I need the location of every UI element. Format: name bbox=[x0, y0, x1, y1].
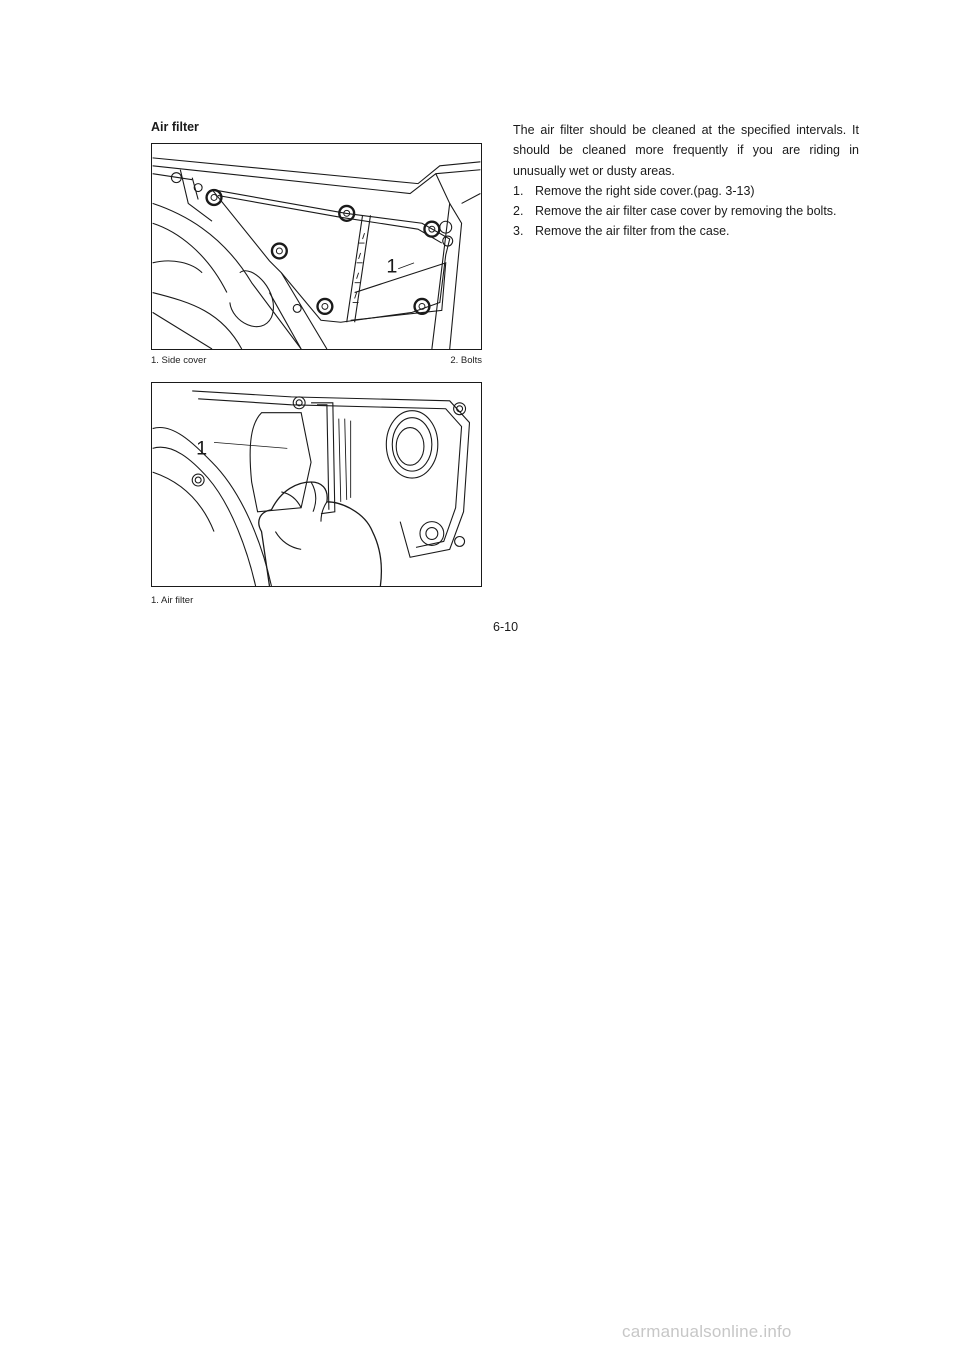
instruction-text bbox=[513, 120, 859, 242]
intro-paragraph: The air filter should be cleaned at the specified intervals. It should be cleaned more frequently if you are riding in unusually wet or dusty areas. bbox=[513, 123, 859, 178]
step-number: 3. bbox=[513, 224, 524, 239]
figure-caption: 2. Bolts bbox=[450, 355, 482, 366]
step-text: Remove the air filter from the case. bbox=[535, 224, 730, 239]
figure-caption: 1. Air filter bbox=[151, 595, 194, 606]
side-cover-illustration bbox=[151, 143, 482, 350]
list-item bbox=[513, 181, 859, 201]
steps-list bbox=[513, 181, 859, 242]
air-filter-illustration bbox=[151, 382, 482, 587]
figure-callout-label: 1 bbox=[386, 255, 398, 278]
list-item bbox=[513, 221, 859, 241]
list-item bbox=[513, 201, 859, 221]
step-number: 1. bbox=[513, 183, 524, 198]
step-number: 2. bbox=[513, 204, 524, 219]
figure-callout-label: 1 bbox=[196, 437, 208, 460]
step-text: Remove the right side cover.(pag. 3-13) bbox=[535, 183, 755, 198]
figure-caption: 1. Side cover bbox=[151, 355, 207, 366]
page-number: 6-10 bbox=[493, 620, 519, 634]
step-text: Remove the air filter case cover by removing the bolts. bbox=[535, 204, 837, 219]
watermark-link[interactable]: carmanualsonline.info bbox=[622, 1322, 792, 1341]
bolt-icon bbox=[207, 190, 440, 314]
section-title: Air filter bbox=[151, 120, 199, 134]
